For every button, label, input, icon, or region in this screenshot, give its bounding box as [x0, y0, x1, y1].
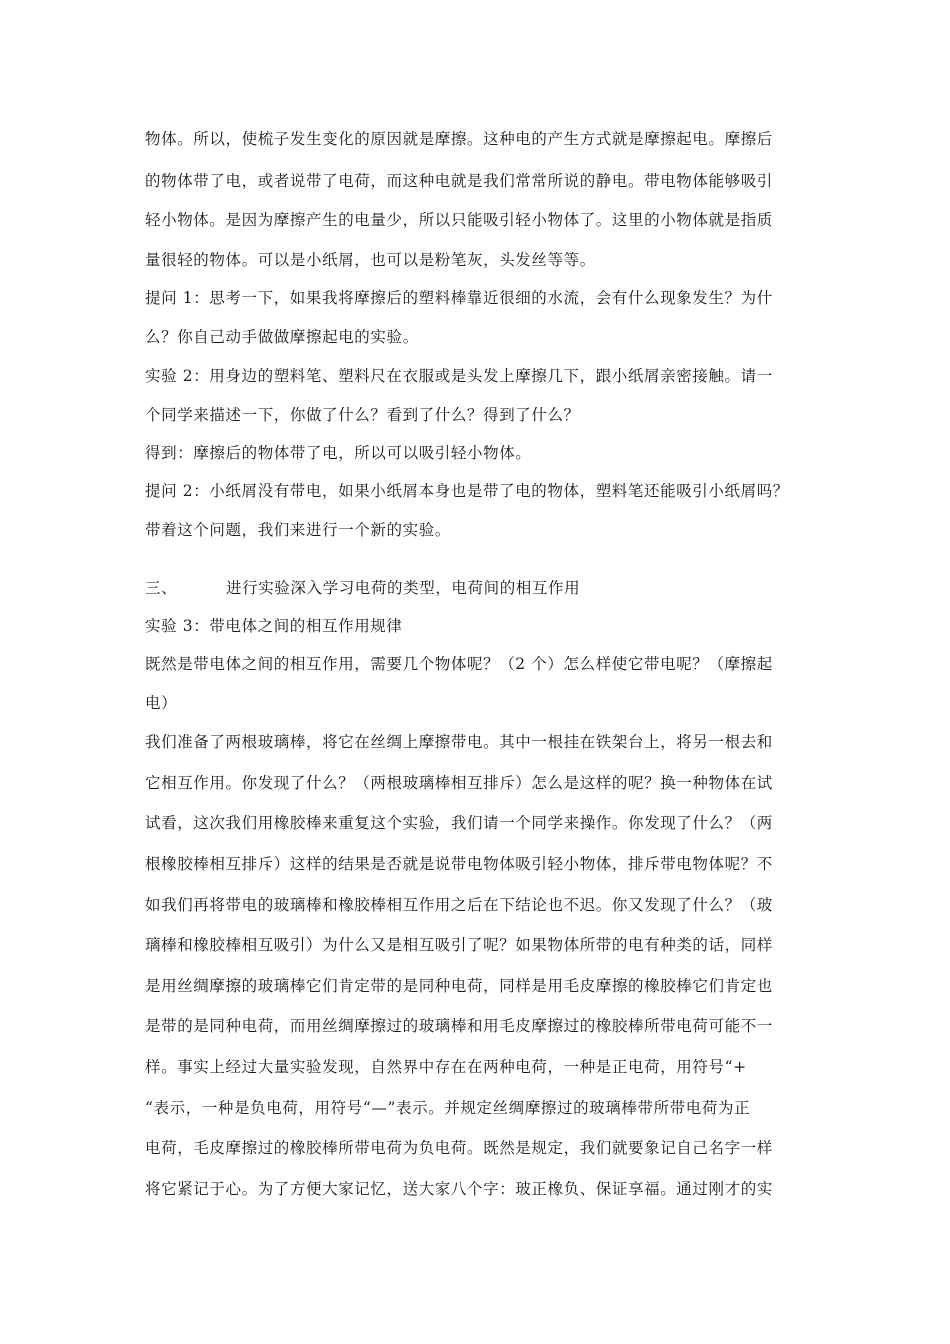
question-line: 么？你自己动手做做摩擦起电的实验。: [145, 328, 419, 346]
paragraph-line: 我们准备了两根玻璃棒，将它在丝绸上摩擦带电。其中一根挂在铁架台上，将另一根去和: [145, 733, 773, 751]
paragraph-line: 量很轻的物体。可以是小纸屑，也可以是粉笔灰，头发丝等等。: [145, 251, 596, 269]
experiment-line: 实验 2：用身边的塑料笔、塑料尺在衣服或是头发上摩擦几下，跟小纸屑亲密接触。请一: [145, 367, 773, 385]
question-line: 提问 1：思考一下，如果我将摩擦后的塑料棒靠近很细的水流，会有什么现象发生？为什: [145, 289, 773, 307]
paragraph-line: 电荷，毛皮摩擦过的橡胶棒所带电荷为负电荷。既然是规定，我们就要象记自己名字一样: [145, 1139, 773, 1157]
paragraph-line: 的物体带了电，或者说带了电荷，而这种电就是我们常常所说的静电。带电物体能够吸引: [145, 172, 773, 190]
section-heading: [145, 578, 580, 598]
paragraph-line: 如我们再将带电的玻璃棒和橡胶棒相互作用之后在下结论也不迟。你又发现了什么？（玻: [145, 896, 773, 914]
question-line: 带着这个问题，我们来进行一个新的实验。: [145, 521, 451, 539]
experiment-line: 个同学来描述一下，你做了什么？看到了什么？得到了什么？: [145, 406, 580, 424]
section-title: 进行实验深入学习电荷的类型，电荷间的相互作用: [226, 579, 581, 597]
result-line: 得到：摩擦后的物体带了电，所以可以吸引轻小物体。: [145, 444, 532, 462]
paragraph-line: 将它紧记于心。为了方便大家记忆，送大家八个字：玻正橡负、保证享福。通过刚才的实: [145, 1180, 773, 1198]
paragraph-line: 是带的是同种电荷，而用丝绸摩擦过的玻璃棒和用毛皮摩擦过的橡胶棒所带电荷可能不一: [145, 1017, 773, 1035]
section-number: 三、: [145, 579, 178, 597]
paragraph-line: 是用丝绸摩擦的玻璃棒它们肯定带的是同种电荷，同样是用毛皮摩擦的橡胶棒它们肯定也: [145, 977, 773, 995]
paragraph-line: 既然是带电体之间的相互作用，需要几个物体呢？（2 个）怎么样使它带电呢？（摩擦起: [145, 655, 773, 673]
paragraph-line: 电）: [145, 694, 178, 712]
paragraph-line: “表示，一种是负电荷，用符号“—”表示。并规定丝绸摩擦过的玻璃棒带所带电荷为正: [145, 1099, 751, 1117]
question-line: 提问 2：小纸屑没有带电，如果小纸屑本身也是带了电的物体，塑料笔还能吸引小纸屑吗？: [145, 482, 789, 500]
paragraph-line: 物体。所以，使梳子发生变化的原因就是摩擦。这种电的产生方式就是摩擦起电。摩擦后: [145, 130, 773, 148]
experiment-title: 实验 3：带电体之间的相互作用规律: [145, 617, 403, 635]
paragraph-line: 璃棒和橡胶棒相互吸引）为什么又是相互吸引了呢？如果物体所带的电有种类的话，同样: [145, 936, 773, 954]
paragraph-line: 根橡胶棒相互排斥）这样的结果是否就是说带电物体吸引轻小物体，排斥带电物体呢？不: [145, 855, 773, 873]
paragraph-line: 试看，这次我们用橡胶棒来重复这个实验，我们请一个同学来操作。你发现了什么？（两: [145, 814, 773, 832]
paragraph-line: 轻小物体。是因为摩擦产生的电量少，所以只能吸引轻小物体了。这里的小物体就是指质: [145, 211, 773, 229]
paragraph-line: 它相互作用。你发现了什么？（两根玻璃棒相互排斥）怎么是这样的呢？换一种物体在试: [145, 774, 773, 792]
paragraph-line: 样。事实上经过大量实验发现，自然界中存在在两种电荷，一种是正电荷，用符号“+: [145, 1058, 747, 1076]
